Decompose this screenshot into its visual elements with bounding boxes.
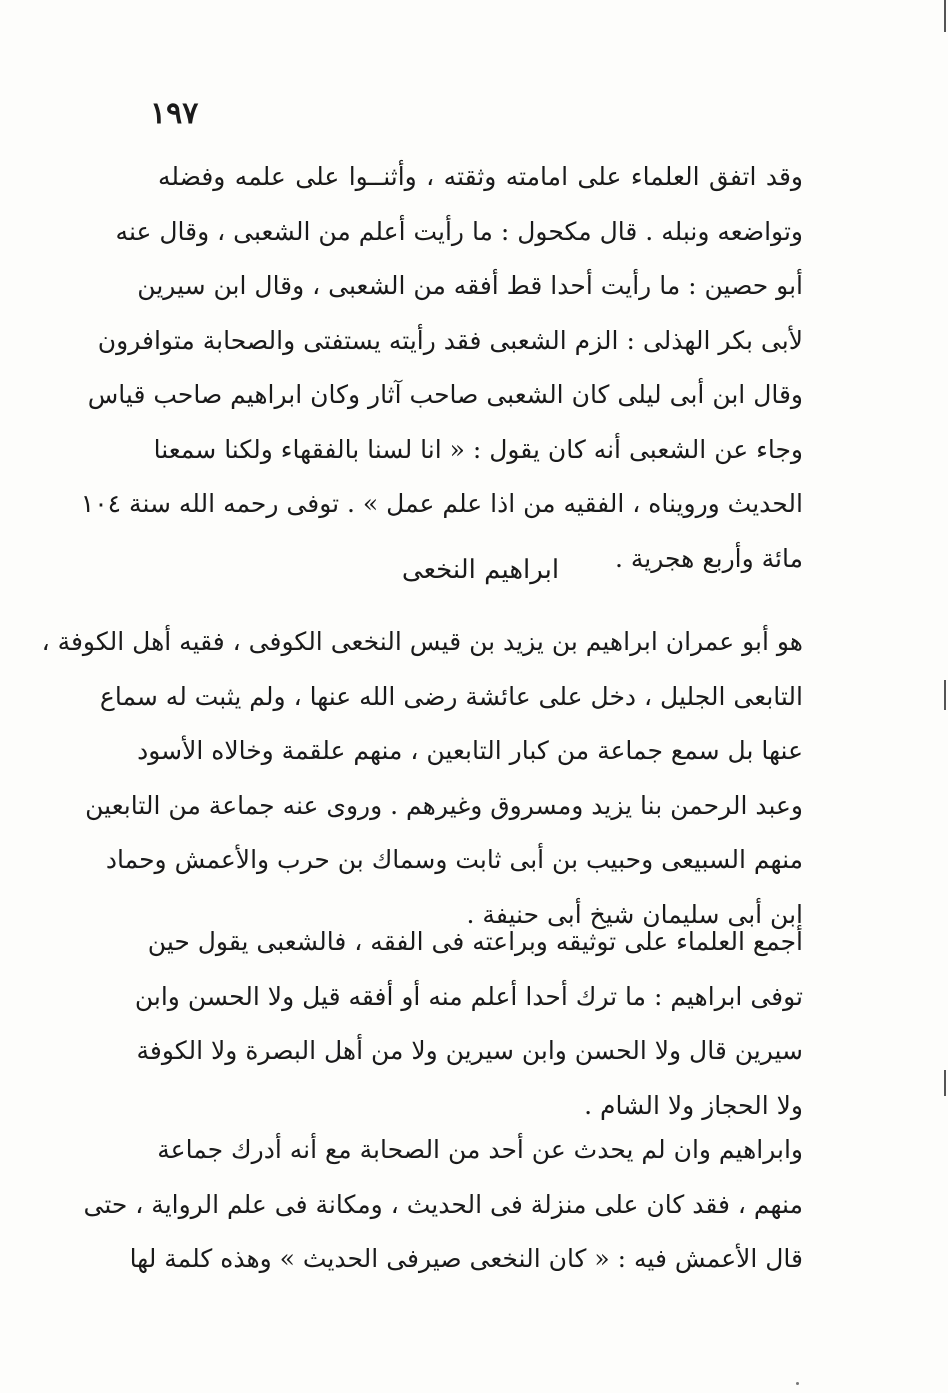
paragraph-1-line: الحديث ورويناه ، الفقيه من اذا علم عمل » . توفى رحمه الله سنة ١٠٤ [80, 489, 803, 518]
paragraph-2-line: منهم السبيعى وحبيب بن أبى ثابت وسماك بن حرب والأعمش وحماد [105, 845, 803, 874]
paragraph-1-line: وقد اتفق العلماء على امامته وثقته ، وأثنــوا على علمه وفضله [158, 162, 803, 191]
paragraph-2 [41, 615, 803, 942]
paragraph-1-line: لأبى بكر الهذلى : الزم الشعبى فقد رأيته يستفتى والصحابة متوافرون [97, 325, 803, 355]
paragraph-3-line: توفى ابراهيم : ما ترك أحدا أعلم منه أو أفقه قيل ولا الحسن وابن [134, 981, 803, 1011]
paragraph-4 [83, 1123, 803, 1287]
paragraph-3-line: سيرين قال ولا الحسن وابن سيرين ولا من أهل البصرة ولا الكوفة [136, 1036, 803, 1065]
paragraph-1 [80, 150, 803, 586]
paragraph-3-line: ولا الحجاز ولا الشام . [584, 1090, 803, 1120]
paragraph-1-line: وجاء عن الشعبى أنه كان يقول : « انا لسنا بالفقهاء ولكنا سمعنا [153, 434, 803, 464]
paragraph-4-line: وابراهيم وان لم يحدث عن أحد من الصحابة مع أنه أدرك جماعة [157, 1135, 803, 1164]
paragraph-4-line: قال الأعمش فيه : « كان النخعى صيرفى الحديث » وهذه كلمة لها [129, 1244, 803, 1273]
paragraph-2-line: ابن أبى سليمان شيخ أبى حنيفة . [466, 899, 803, 929]
paragraph-3 [134, 915, 803, 1133]
scan-margin-mark [944, 680, 946, 710]
paragraph-1-line: وتواضعه ونبله . قال مكحول : ما رأيت أعلم من الشعبى ، وقال عنه [115, 216, 803, 246]
paragraph-4-line: منهم ، فقد كان على منزلة فى الحديث ، ومكانة فى علم الرواية ، حتى [83, 1189, 803, 1219]
paragraph-2-line: عنها بل سمع جماعة من كبار التابعين ، منهم علقمة وخالاه الأسود [137, 736, 803, 765]
page-number: ١٩٧ [150, 96, 199, 131]
paragraph-1-line: وقال ابن أبى ليلى كان الشعبى صاحب آثار وكان ابراهيم صاحب قياس [87, 380, 803, 409]
paragraph-1-line: أبو حصين : ما رأيت أحدا قط أفقه من الشعبى ، وقال ابن سيرين [137, 271, 803, 300]
paragraph-3-line: أجمع العلماء على توثيقه وبراعته فى الفقه ، فالشعبى يقول حين [147, 927, 803, 956]
paragraph-1-line: مائة وأربع هجرية . [615, 543, 803, 573]
paragraph-2-line: وعبد الرحمن بنا يزيد ومسروق وغيرهم . وروى عنه جماعة من التابعين [85, 790, 803, 820]
scan-margin-mark [944, 1070, 946, 1096]
scan-margin-mark [944, 0, 946, 32]
paragraph-2-line: التابعى الجليل ، دخل على عائشة رضى الله عنها ، ولم يثبت له سماع [99, 681, 803, 711]
scan-margin-mark [796, 1382, 799, 1385]
paragraph-2-line: هو أبو عمران ابراهيم بن يزيد بن قيس النخعى الكوفى ، فقيه أهل الكوفة ، [41, 627, 803, 656]
section-heading: ابراهيم النخعى [401, 555, 560, 585]
